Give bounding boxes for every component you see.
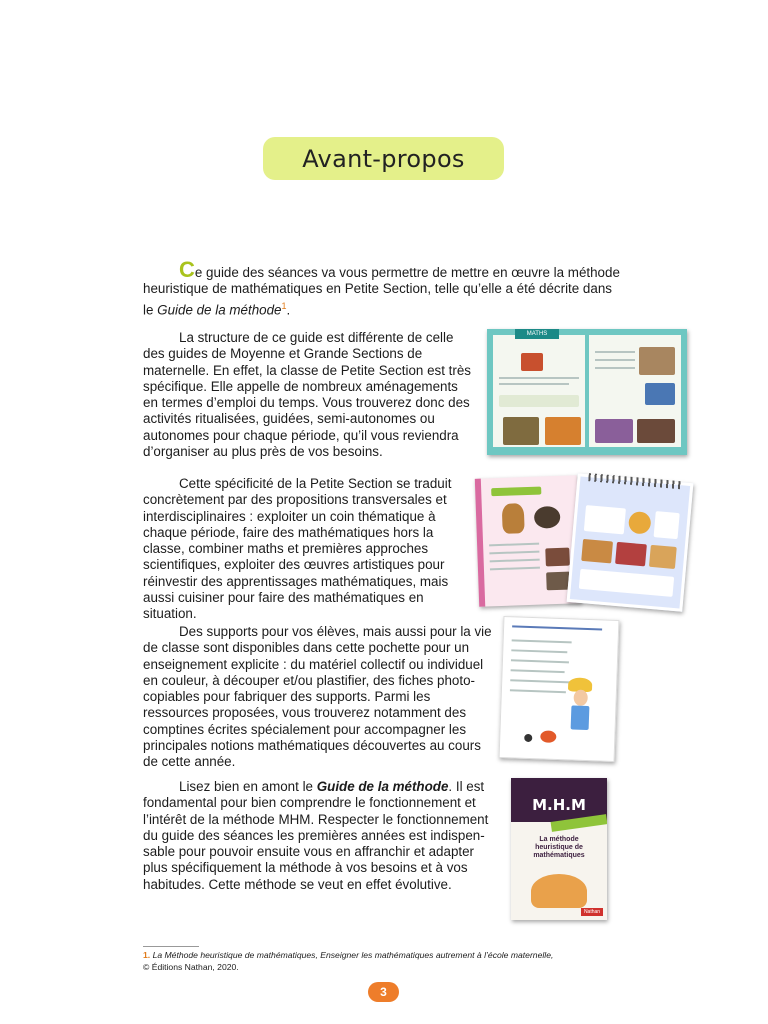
photo-thumb <box>545 548 570 567</box>
text-line <box>489 551 539 555</box>
footnote-number: 1. <box>143 950 151 960</box>
text-line <box>499 377 579 379</box>
photo-thumb <box>545 417 581 445</box>
guide-title-italic: Guide de la méthode <box>157 302 282 318</box>
paragraph-specificity <box>143 476 461 623</box>
pot-photo <box>534 506 561 529</box>
guide-spread-image <box>487 329 687 455</box>
cover-subtitle: La méthode heuristique de mathématiques <box>533 836 585 859</box>
text-line <box>512 639 572 643</box>
photo-thumb <box>503 417 539 445</box>
text-line <box>510 689 566 693</box>
label-thumb <box>491 487 541 497</box>
nathan-logo: Nathan <box>581 908 603 916</box>
spread-right-page <box>589 335 681 447</box>
supports-text: Des supports pour vos élèves, mais aussi pour la vie de classe sont disponibles dans cette pochette pour un enseignement explicite : du matériel collectif ou individuel en couleur, à découper et/ou plastifier, des fiches photo-copiables pour fabriquer des supports. Parmi les ressources proposées, vous trouverez notamment des comptines écrites spécialement pour accompagner les principales notions mathématiques découvertes au cours de cette année. <box>143 624 492 770</box>
text-line <box>595 367 635 369</box>
photo-thumb <box>645 383 675 405</box>
text-line <box>511 649 567 653</box>
card-thumb <box>584 505 626 534</box>
text-line <box>511 669 565 673</box>
cover-children-illustration <box>531 874 587 908</box>
text-line <box>595 359 635 361</box>
comptine-page-image <box>499 616 620 762</box>
guide-title-bold: Guide de la méthode <box>316 779 449 794</box>
footnote-divider <box>143 946 199 947</box>
guide-text-a: Lisez bien en amont le <box>179 779 317 794</box>
food-photo <box>581 539 613 564</box>
spiral-binding <box>588 473 682 489</box>
cover-mhm-title: M.H.M <box>532 796 586 814</box>
girl-face-illustration <box>573 690 588 706</box>
card-thumb <box>654 511 680 539</box>
intro-end: . <box>286 302 291 318</box>
text-line <box>490 567 540 571</box>
paragraph-intro <box>143 257 625 318</box>
page-number: 3 <box>368 982 399 1002</box>
text-line <box>490 559 540 563</box>
bug-illustration <box>524 734 532 742</box>
structure-text: La structure de ce guide est différente de celle des guides de Moyenne et Grande Sections de maternelle. En effet, la classe de Petite Section est très spécifique. Elle appelle de nombreux aménagements en termes d’emploi du temps. Vous trouverez donc des activités ritualisées, guidées, semi-autonomes ou autonomes pour chaque période, qu’il vous reviendra d’organiser au plus près de vos besoins. <box>143 330 471 460</box>
text-line <box>510 679 570 683</box>
photo-thumb <box>637 419 675 443</box>
paragraph-guide <box>143 779 498 893</box>
monster-illustration <box>540 730 556 743</box>
footnote <box>143 949 553 973</box>
specificity-text: Cette spécificité de la Petite Section se traduit concrètement par des propositions transversales et interdisciplinaires : exploiter un coin thématique à chaque période, faire des mathématiques hors la classe, combiner maths et premières approches scientifiques, exploiter des œuvres artistiques pour réinvestir des apprentissages mathématiques, mais aussi cuisiner pour faire des mathématiques en situation. <box>143 476 452 622</box>
book-cover-image <box>511 778 607 920</box>
card-thumb <box>579 569 674 597</box>
food-photo <box>615 542 647 567</box>
text-line <box>511 659 569 663</box>
photo-thumb <box>639 347 675 375</box>
spread-left-page <box>493 335 585 447</box>
text-line <box>595 351 635 353</box>
footnote-ref: 1 <box>281 300 287 311</box>
photo-thumb <box>521 353 543 371</box>
text-line <box>512 625 602 630</box>
paragraph-supports <box>143 624 498 771</box>
paragraph-structure <box>143 330 473 460</box>
food-photo <box>628 511 652 535</box>
footnote-publisher: © Éditions Nathan, 2020. <box>143 962 239 972</box>
page-title: Avant-propos <box>302 144 465 173</box>
photo-thumb <box>595 419 633 443</box>
footnote-title: La Méthode heuristique de mathématiques, Enseigner les mathématiques autrement à l’école maternelle, <box>152 950 554 960</box>
girl-dress-illustration <box>571 705 590 730</box>
intro-text: e guide des séances va vous permettre de mettre en œuvre la méthode heuristique de mathématiques en Petite Section, telle qu’elle a été décrite dans le <box>143 265 620 318</box>
guide-text-b: . Il est fondamental pour bien comprendre le fonctionnement et l’intérêt de la méthode MHM. Respecter le fonctionnement du guide des séances les premières années est indispen-sable pour pouvoir ensuite vous en affranchir et adapter plus spécifiquement la méthode à vos besoins et à vos habitudes. Cette méthode se veut en effet évolutive. <box>143 779 489 892</box>
spread-banner: MATHS <box>515 329 559 339</box>
pink-card-image <box>475 475 581 606</box>
text-line <box>489 543 539 547</box>
box-thumb <box>499 395 579 407</box>
pot-photo <box>502 503 525 534</box>
notebook-image <box>567 473 694 612</box>
drop-cap: C <box>179 257 195 282</box>
text-line <box>499 383 569 385</box>
food-photo <box>649 545 677 569</box>
title-box <box>263 137 504 180</box>
